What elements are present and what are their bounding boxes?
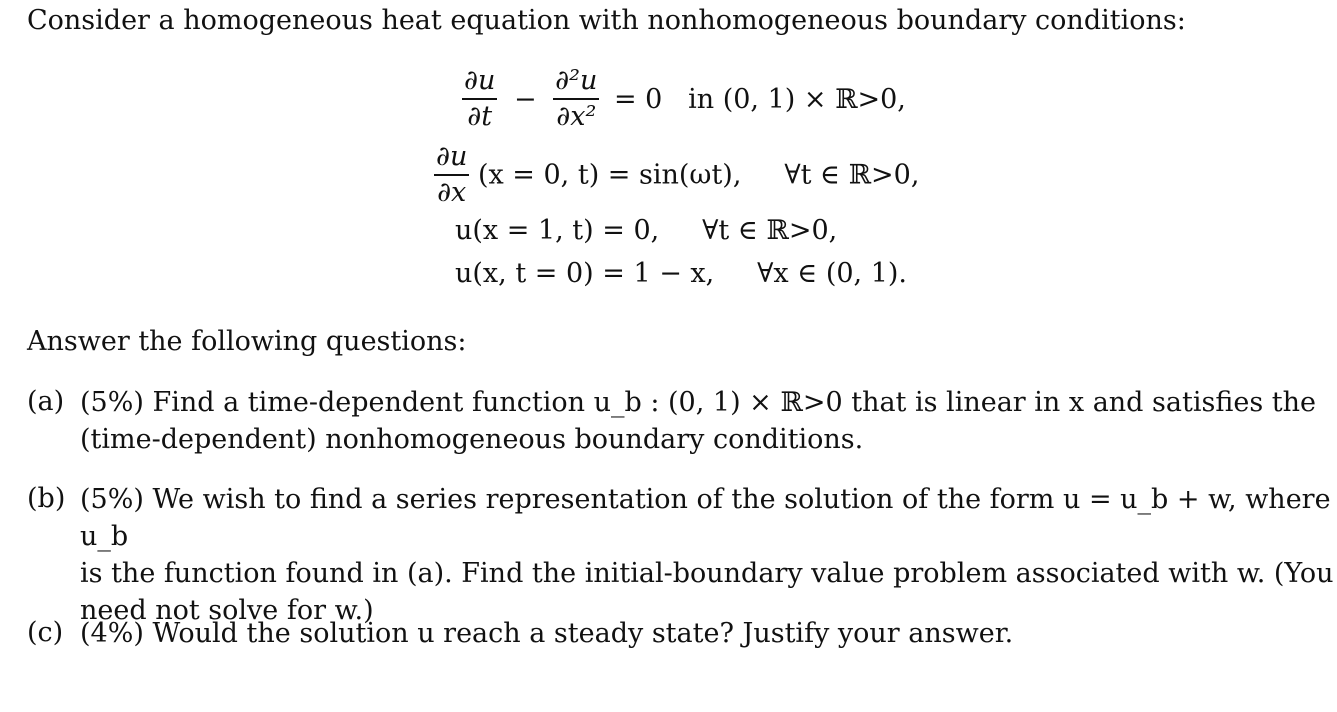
question-label: (a) — [27, 386, 65, 417]
equation-pde — [462, 64, 906, 134]
equation-neumann-rest: (x = 0, t) = sin(ωt), ∀t ∈ ℝ>0, — [477, 159, 920, 191]
fraction-du-dt — [462, 64, 497, 134]
numerator: ∂²u — [553, 64, 599, 100]
question-label: (b) — [27, 483, 66, 514]
equation-dirichlet-bc: u(x = 1, t) = 0, ∀t ∈ ℝ>0, — [455, 215, 838, 246]
question-line: (5%) Find a time-dependent function u_b : (0, 1) × ℝ>0 that is linear in x and satisfies the — [80, 387, 1316, 418]
fraction-du-dx — [434, 140, 469, 210]
fraction-d2u-dx2 — [553, 64, 599, 134]
denominator: ∂x² — [556, 101, 597, 132]
question-line: need not solve for w.) — [80, 595, 374, 626]
question-text — [80, 615, 1013, 652]
numerator: ∂u — [434, 140, 469, 176]
denominator: ∂t — [467, 101, 493, 132]
answer-heading: Answer the following questions: — [27, 326, 467, 357]
question-line: (time-dependent) nonhomogeneous boundary conditions. — [80, 424, 864, 455]
minus-sign: − — [513, 83, 537, 115]
equation-initial-condition: u(x, t = 0) = 1 − x, ∀x ∈ (0, 1). — [455, 258, 907, 289]
question-text — [80, 384, 1316, 458]
question-line: (5%) We wish to find a series representation of the solution of the form u = u_b + w, where u_b — [80, 484, 1331, 552]
denominator: ∂x — [437, 177, 467, 208]
question-text — [80, 481, 1337, 629]
numerator: ∂u — [462, 64, 497, 100]
equation-pde-rest: = 0 in (0, 1) × ℝ>0, — [613, 83, 906, 115]
question-line: is the function found in (a). Find the initial-boundary value problem associated with w. (You — [80, 558, 1334, 589]
equation-neumann-bc — [434, 140, 919, 210]
intro-text: Consider a homogeneous heat equation with nonhomogeneous boundary conditions: — [27, 5, 1186, 36]
question-label: (c) — [27, 617, 64, 648]
question-line: (4%) Would the solution u reach a steady state? Justify your answer. — [80, 618, 1014, 649]
